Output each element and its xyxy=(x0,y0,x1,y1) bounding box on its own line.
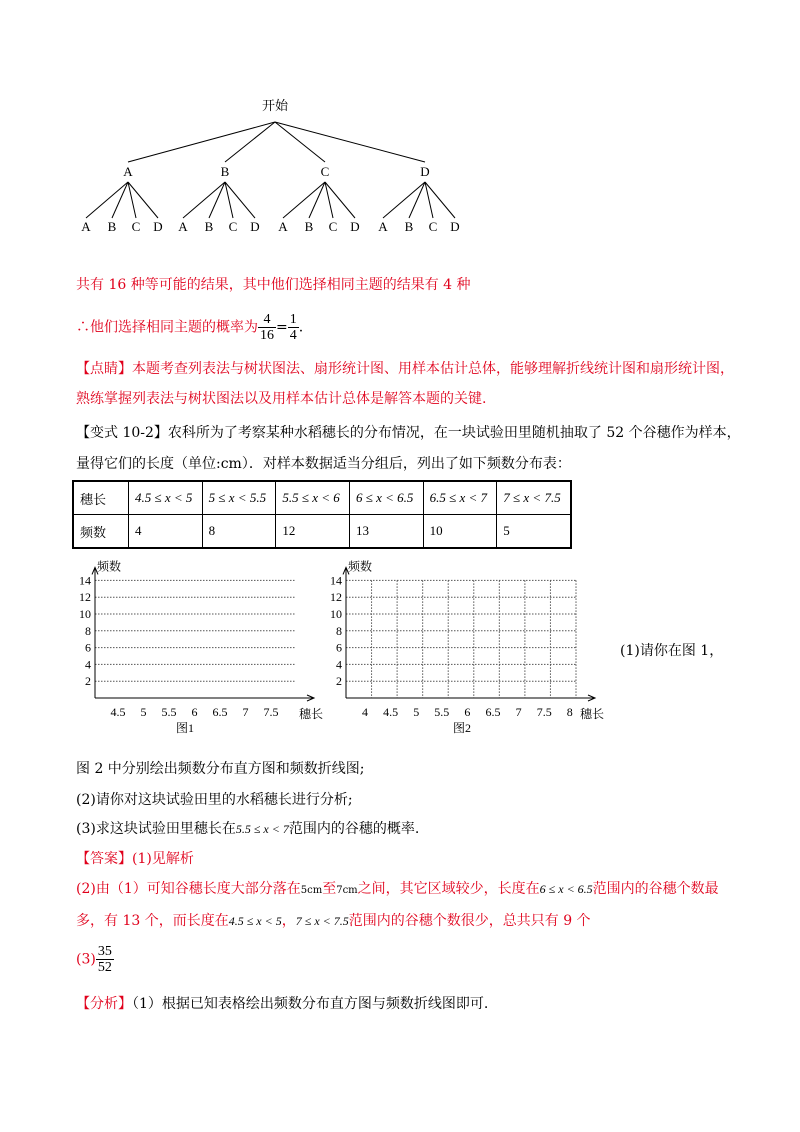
solution-line-1: 共有 16 种等可能的结果，其中他们选择相同主题的结果有 4 种 xyxy=(76,277,471,293)
table-cell: 4.5 ≤ x < 5 xyxy=(129,481,203,515)
table-cell: 6 ≤ x < 6.5 xyxy=(349,481,423,515)
table-cell: 10 xyxy=(423,515,497,549)
analysis-tag: 【分析】 xyxy=(76,996,132,1012)
tree-branch-line xyxy=(225,122,275,162)
fraction-4-16 xyxy=(258,312,276,343)
solution-line-2 xyxy=(76,312,303,343)
answer-p2-b: 之间，其它区域较少，长度在 xyxy=(357,881,540,897)
answer-line-2 xyxy=(76,880,719,900)
period: . xyxy=(298,319,304,336)
y-tick-label: 8 xyxy=(85,623,91,638)
x-tick-label: 5.5 xyxy=(161,705,177,719)
tree-branch-line xyxy=(183,182,225,218)
answer-to: 至 xyxy=(322,881,337,897)
chart-figure-1 xyxy=(70,552,330,742)
tree-leaf: C xyxy=(131,219,141,234)
answer-comma: ， xyxy=(281,913,296,929)
y-tick-label: 10 xyxy=(79,607,91,621)
y-tick-label: 10 xyxy=(330,607,342,621)
x-tick-label: 5.5 xyxy=(434,705,450,719)
y-tick-label: 2 xyxy=(85,674,91,689)
problem-text-1: 农科所为了考察某种水稻穗长的分布情况，在一块试验田里随机抽取了 52 个谷穗作为样本， xyxy=(167,425,741,441)
tree-leaf: C xyxy=(428,219,438,234)
answer-part-1: (1)见解析 xyxy=(132,851,194,867)
answer-7cm: 7cm xyxy=(336,885,358,896)
answer-p2-d: 多，有 13 个，而长度在 xyxy=(76,913,229,929)
tree-branch-line xyxy=(383,182,425,218)
equals-sign: = xyxy=(276,319,288,336)
tree-leaf: D xyxy=(450,219,460,234)
tree-diagram xyxy=(60,90,480,240)
answer-5cm: 5cm xyxy=(300,885,323,896)
tree-leaf: D xyxy=(250,219,260,234)
table-row xyxy=(73,515,571,549)
answer-p3-label: (3) xyxy=(76,951,96,968)
comment-line-1 xyxy=(76,360,734,378)
x-tick-label: 6 xyxy=(191,705,198,719)
tree-node: B xyxy=(220,164,230,179)
x-axis-label: 穗长 xyxy=(580,707,605,721)
q3-range: 5.5 ≤ x < 7 xyxy=(235,822,289,836)
chart-title: 图2 xyxy=(452,721,472,735)
frac-den: 52 xyxy=(97,960,112,975)
x-tick-label: 7.5 xyxy=(536,705,552,719)
tree-branch-line xyxy=(309,182,325,218)
y-tick-label: 12 xyxy=(330,590,342,605)
x-tick-label: 6 xyxy=(464,705,471,719)
x-tick-label: 7 xyxy=(242,705,249,719)
answer-line-1 xyxy=(76,850,194,868)
table-row xyxy=(73,481,571,515)
y-tick-label: 12 xyxy=(79,590,91,605)
frac-den: 4 xyxy=(289,328,297,343)
tree-leaf: A xyxy=(278,219,288,234)
tree-leaf: D xyxy=(153,219,163,234)
y-axis-label: 频数 xyxy=(97,559,122,574)
answer-range-2: 4.5 ≤ x < 5 xyxy=(228,914,282,928)
fraction-1-4 xyxy=(288,312,299,343)
frac-num: 4 xyxy=(258,312,276,328)
table-cell: 4 xyxy=(129,515,203,549)
chart-figure-2 xyxy=(320,552,620,742)
table-cell: 6.5 ≤ x < 7 xyxy=(423,481,497,515)
table-cell: 12 xyxy=(276,515,350,549)
answer-p2-e: 范围内的谷穗个数很少，总共只有 9 个 xyxy=(348,913,591,929)
answer-range-3: 7 ≤ x < 7.5 xyxy=(295,914,349,928)
tree-branch-line xyxy=(409,182,425,218)
y-tick-label: 14 xyxy=(79,573,91,588)
x-tick-label: 4.5 xyxy=(383,705,399,719)
tree-branch-line xyxy=(112,182,128,218)
analysis-text: （1）根据已知表格绘出频数分布直方图与频数折线图即可. xyxy=(132,996,489,1012)
table-cell: 13 xyxy=(349,515,423,549)
tree-leaf: B xyxy=(107,219,117,234)
tree-branch-line xyxy=(283,182,325,218)
x-tick-label: 4 xyxy=(362,705,368,719)
question-2: (2)请你对这块试验田里的水稻穗长进行分析; xyxy=(76,792,353,808)
tree-leaf: A xyxy=(378,219,388,234)
x-tick-label: 6.5 xyxy=(485,705,501,719)
tree-node: D xyxy=(420,164,430,179)
tree-leaf: B xyxy=(204,219,214,234)
table-cell: 5 ≤ x < 5.5 xyxy=(202,481,276,515)
frac-num: 1 xyxy=(289,312,297,327)
tree-leaf: B xyxy=(404,219,414,234)
problem-line-2: 量得它们的长度（单位:cm）．对样本数据适当分组后，列出了如下频数分布表： xyxy=(76,456,571,472)
x-tick-label: 7.5 xyxy=(263,705,279,719)
tree-leaf: A xyxy=(178,219,188,234)
tree-branch-line xyxy=(275,122,325,162)
side-text: (1)请你在图 1， xyxy=(620,643,724,659)
tree-branch-line xyxy=(209,182,225,218)
comment-tag: 【点睛】 xyxy=(76,361,132,377)
analysis-line xyxy=(76,995,488,1013)
frac-num: 35 xyxy=(97,944,112,959)
table-cell: 5 xyxy=(497,515,571,549)
solution-prefix: ∴他们选择相同主题的概率为 xyxy=(76,319,258,336)
q3-suffix: 范围内的谷穗的概率. xyxy=(288,821,420,837)
tree-node: A xyxy=(123,164,133,179)
y-tick-label: 6 xyxy=(85,640,91,655)
y-tick-label: 6 xyxy=(336,640,342,655)
y-tick-label: 14 xyxy=(330,573,342,588)
tree-leaf: C xyxy=(328,219,338,234)
question-3 xyxy=(76,820,419,838)
x-tick-label: 5 xyxy=(413,705,420,719)
tree-branch-line xyxy=(275,122,425,162)
answer-p2-a: (2)由（1）可知谷穗长度大部分落在 xyxy=(76,881,301,897)
x-tick-label: 8 xyxy=(566,705,573,719)
x-tick-label: 7 xyxy=(515,705,522,719)
table-cell: 7 ≤ x < 7.5 xyxy=(497,481,571,515)
y-tick-label: 4 xyxy=(336,657,342,672)
answer-tag: 【答案】 xyxy=(76,851,132,867)
problem-tag: 【变式 10-2】 xyxy=(76,425,168,441)
q3-prefix: (3)求这块试验田里穗长在 xyxy=(76,821,236,837)
tree-leaf: D xyxy=(350,219,360,234)
tree-branch-line xyxy=(86,182,128,218)
tree-leaf: B xyxy=(304,219,314,234)
tree-root: 开始 xyxy=(261,98,289,113)
x-tick-label: 4.5 xyxy=(110,705,126,719)
tree-leaf: A xyxy=(81,219,91,234)
comment-line-2: 熟练掌握列表法与树状图法以及用样本估计总体是解答本题的关键. xyxy=(76,391,487,407)
comment-text-1: 本题考查列表法与树状图法、扇形统计图、用样本估计总体，能够理解折线统计图和扇形统计图， xyxy=(132,361,734,377)
x-tick-label: 6.5 xyxy=(212,705,228,719)
x-tick-label: 5 xyxy=(140,705,147,719)
x-axis-label: 穗长 xyxy=(299,707,324,721)
table-header-cell: 频数 xyxy=(73,515,129,549)
answer-p2-c: 范围内的谷穗个数最 xyxy=(592,881,719,897)
table-cell: 5.5 ≤ x < 6 xyxy=(276,481,350,515)
y-axis-label: 频数 xyxy=(348,559,373,574)
answer-range-1: 6 ≤ x < 6.5 xyxy=(539,882,593,896)
table-cell: 8 xyxy=(202,515,276,549)
problem-line-1 xyxy=(76,424,741,442)
y-tick-label: 8 xyxy=(336,623,342,638)
chart-title: 图1 xyxy=(175,721,195,735)
y-tick-label: 4 xyxy=(85,657,91,672)
answer-line-3 xyxy=(76,912,591,930)
frequency-table xyxy=(72,480,572,549)
y-tick-label: 2 xyxy=(336,674,342,689)
tree-branch-line xyxy=(128,122,275,162)
table-header-cell: 穗长 xyxy=(73,481,129,515)
fraction-35-52 xyxy=(96,944,114,975)
tree-leaf: C xyxy=(228,219,238,234)
frac-den: 16 xyxy=(260,328,274,343)
answer-line-4 xyxy=(76,944,114,975)
question-1-continued: 图 2 中分别绘出频数分布直方图和频数折线图; xyxy=(76,761,365,777)
tree-node: C xyxy=(320,164,330,179)
